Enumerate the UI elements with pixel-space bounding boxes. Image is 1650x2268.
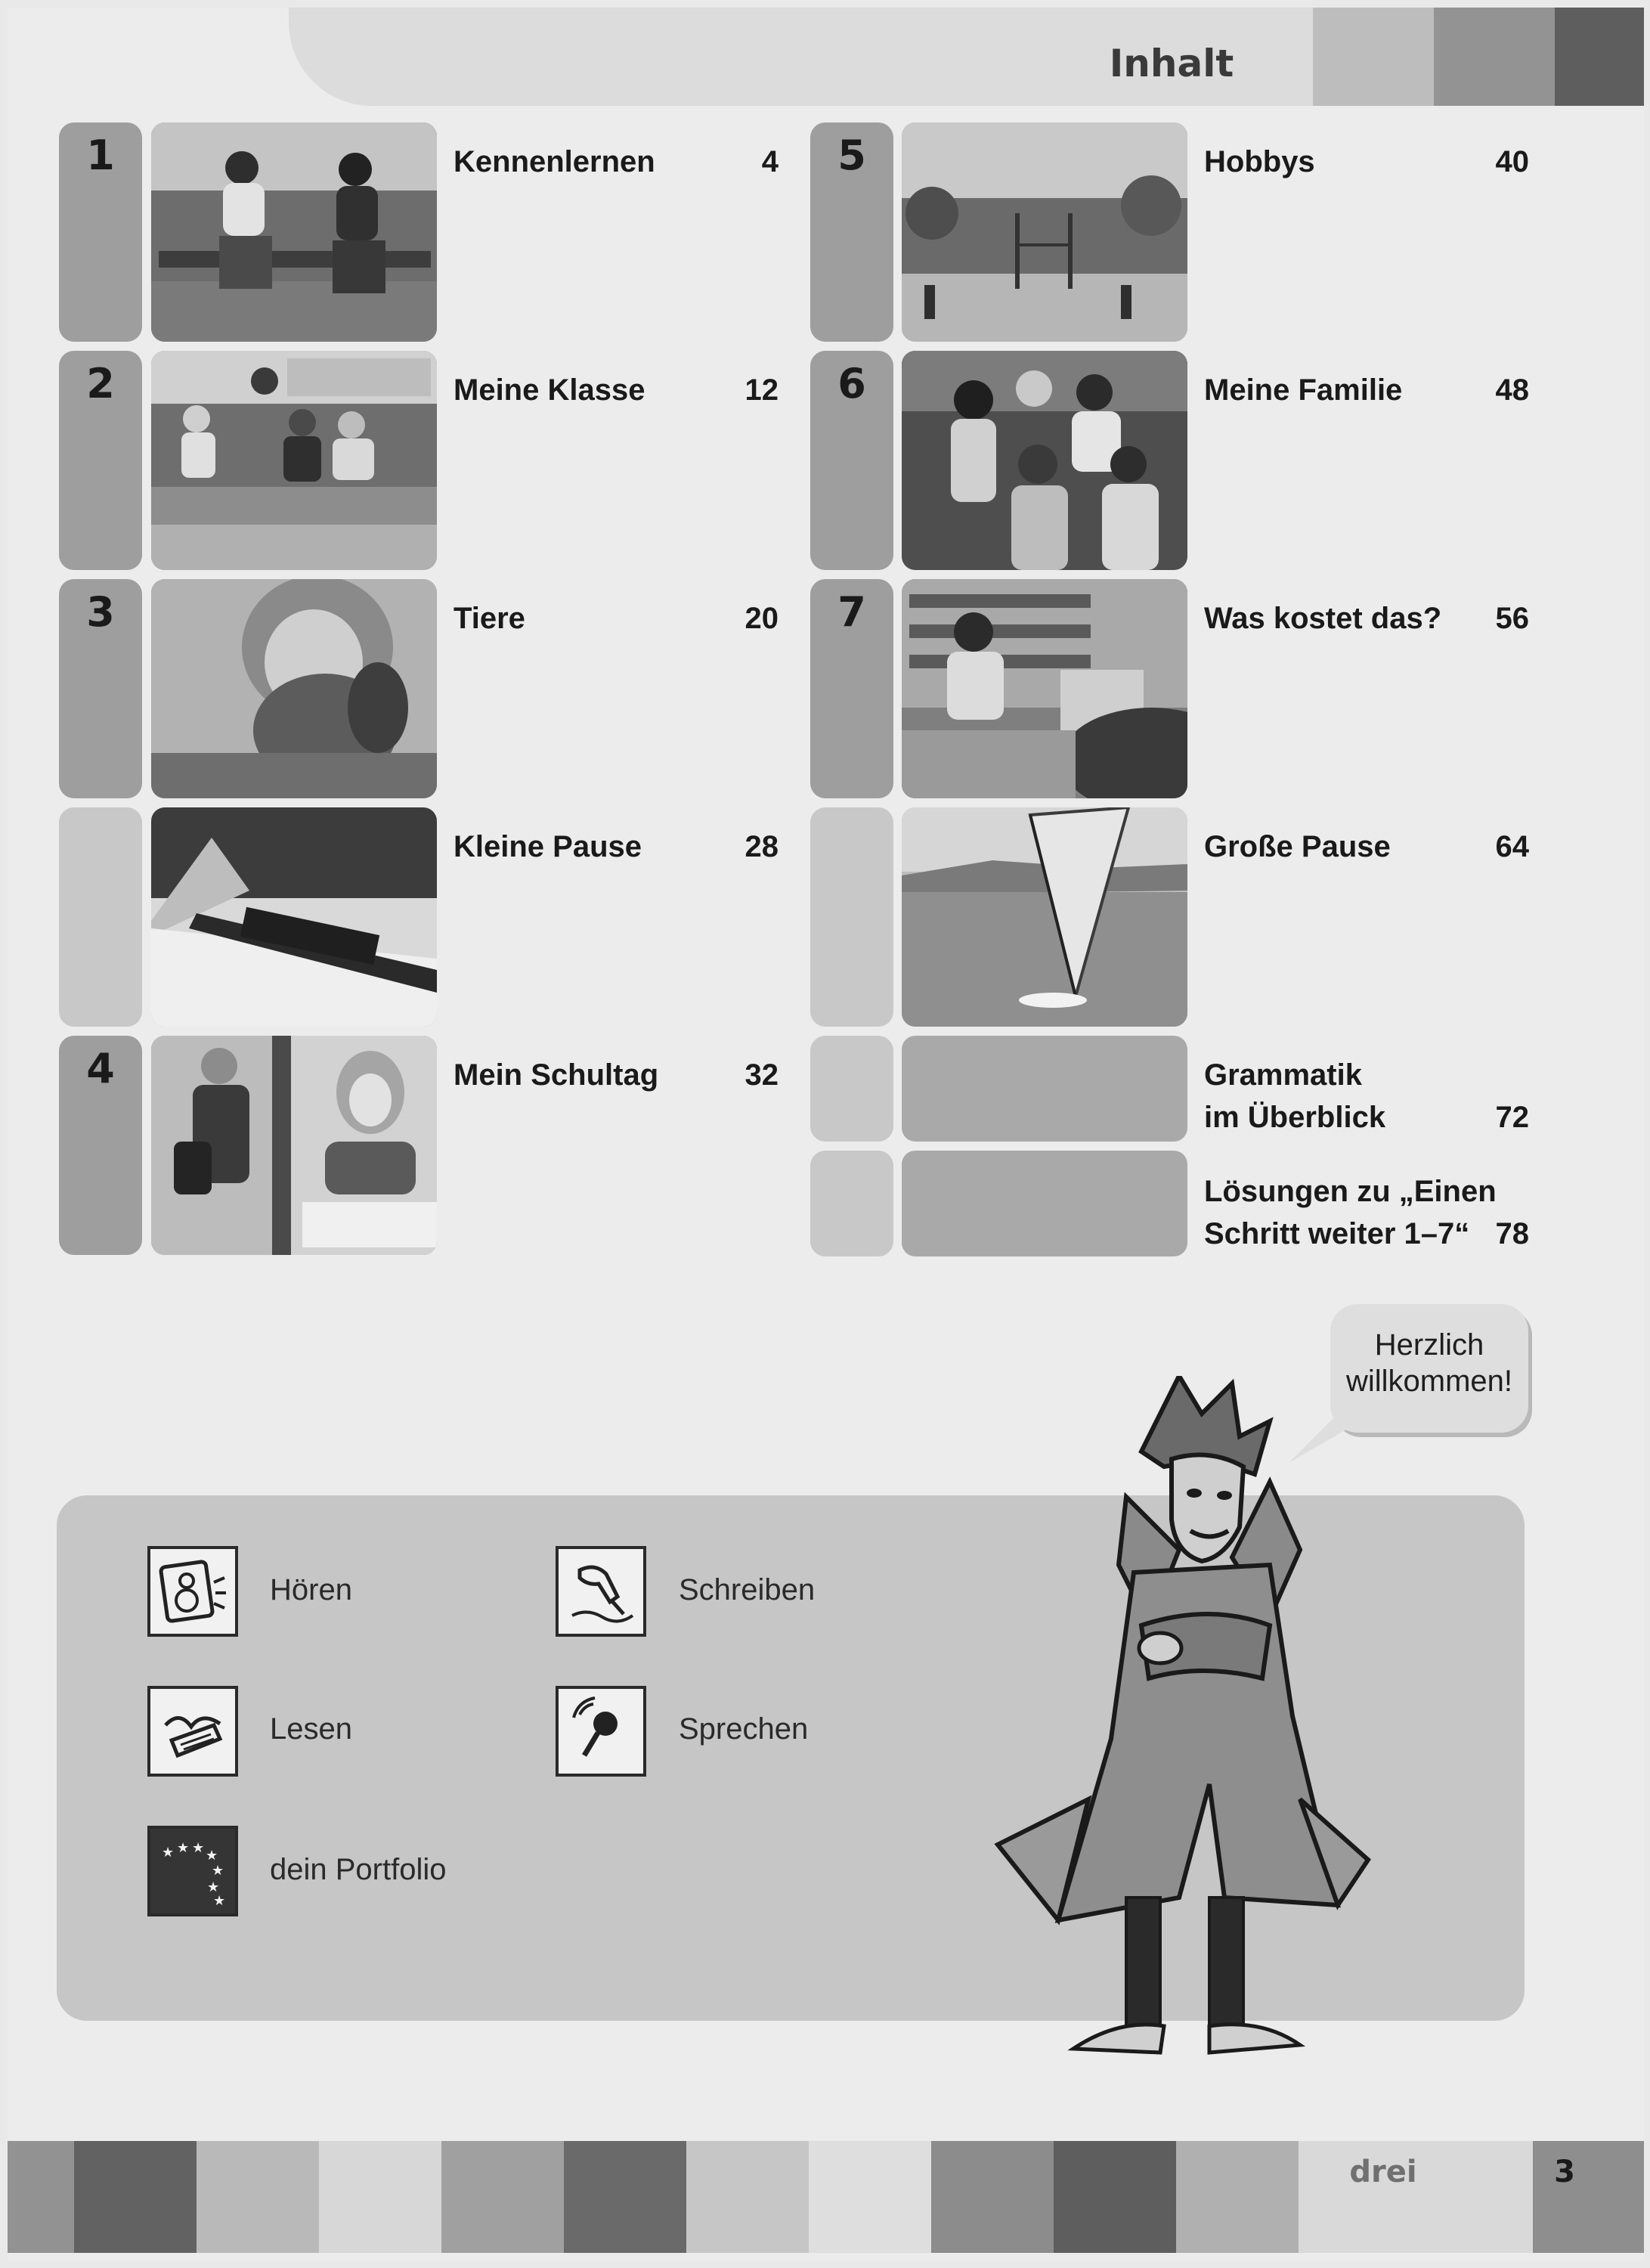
chapter-photo-hobbys	[902, 122, 1187, 342]
chapter-page: 78	[1495, 1217, 1529, 1250]
legend-label: Sprechen	[679, 1712, 809, 1746]
footer-stripe	[686, 2141, 809, 2253]
chapter-photo-mein-schultag	[151, 1036, 437, 1255]
chapter-tab	[810, 807, 893, 1027]
chapter-number: 2	[86, 360, 115, 407]
svg-text:★: ★	[192, 1840, 205, 1856]
page-title: Inhalt	[1109, 42, 1234, 85]
vampire-illustration	[983, 1376, 1376, 2079]
chapter-title: Meine Familie	[1204, 373, 1403, 407]
pen-hand-icon	[556, 1546, 646, 1637]
chapter-title: Was kostet das?	[1204, 602, 1442, 635]
chapter-number: 5	[837, 132, 866, 179]
chapter-page: 48	[1495, 373, 1529, 407]
chapter-tab	[810, 579, 893, 798]
chapter-title-line2: im Überblick	[1204, 1101, 1386, 1134]
chapter-photo-grosse-pause	[902, 807, 1187, 1027]
chapter-page: 32	[745, 1058, 779, 1092]
chapter-photo-meine-familie	[902, 351, 1187, 570]
chapter-title-line1: Grammatik	[1204, 1058, 1362, 1092]
chapter-tab	[59, 807, 142, 1027]
chapter-placeholder	[902, 1151, 1187, 1256]
chapter-page: 56	[1495, 602, 1529, 635]
footer-stripe	[319, 2141, 441, 2253]
chapter-page: 64	[1495, 830, 1529, 863]
chapter-tab	[59, 122, 142, 342]
header-stripe	[1434, 8, 1555, 106]
chapter-title: Große Pause	[1204, 830, 1391, 863]
footer-page-number: 3	[1554, 2155, 1575, 2189]
legend-label: Schreiben	[679, 1573, 816, 1606]
footer-stripe	[1054, 2141, 1176, 2253]
chapter-tab	[59, 351, 142, 570]
legend-label: Lesen	[270, 1712, 352, 1746]
chapter-title: Mein Schultag	[454, 1058, 659, 1092]
chapter-tab	[810, 1036, 893, 1142]
chapter-tab	[810, 122, 893, 342]
chapter-number: 4	[86, 1045, 115, 1092]
chapter-title: Kleine Pause	[454, 830, 642, 863]
microphone-icon	[556, 1686, 646, 1777]
chapter-photo-meine-klasse	[151, 351, 437, 570]
chapter-title: Meine Klasse	[454, 373, 645, 407]
chapter-number: 6	[837, 360, 866, 407]
book-icon	[147, 1686, 238, 1777]
footer-page-word: drei	[1349, 2155, 1417, 2189]
svg-text:★: ★	[212, 1863, 224, 1879]
footer-stripe	[74, 2141, 197, 2253]
footer-stripe	[1176, 2141, 1299, 2253]
footer-stripe	[197, 2141, 319, 2253]
speaker-icon	[147, 1546, 238, 1637]
bubble-line1: Herzlich	[1374, 1328, 1484, 1362]
chapter-page: 72	[1495, 1101, 1529, 1134]
legend-label: dein Portfolio	[270, 1853, 447, 1886]
legend-label: Hören	[270, 1573, 352, 1606]
footer-stripe	[931, 2141, 1054, 2253]
svg-text:★: ★	[207, 1879, 220, 1895]
svg-text:★: ★	[162, 1845, 175, 1861]
chapter-tab	[810, 351, 893, 570]
chapter-title: Tiere	[454, 602, 525, 635]
footer-stripe	[8, 2141, 74, 2253]
chapter-title: Kennenlernen	[454, 145, 655, 178]
eu-flag-icon	[147, 1826, 238, 1916]
chapter-title-line2: Schritt weiter 1–7“	[1204, 1217, 1470, 1250]
footer-stripe	[441, 2141, 564, 2253]
chapter-page: 40	[1495, 145, 1529, 178]
bubble-line2: willkommen!	[1345, 1365, 1513, 1398]
header-stripe	[1313, 8, 1434, 106]
chapter-title-line1: Lösungen zu „Einen	[1204, 1175, 1497, 1208]
chapter-number: 1	[86, 132, 115, 179]
chapter-number: 3	[86, 588, 115, 636]
svg-text:★: ★	[213, 1893, 226, 1909]
footer-stripe	[564, 2141, 686, 2253]
chapter-photo-kennenlernen	[151, 122, 437, 342]
chapter-photo-kleine-pause	[151, 807, 437, 1027]
chapter-page: 12	[745, 373, 779, 407]
chapter-tab	[810, 1151, 893, 1256]
chapter-page: 28	[745, 830, 779, 863]
chapter-page: 4	[761, 145, 779, 178]
chapter-title: Hobbys	[1204, 145, 1315, 178]
chapter-tab	[59, 1036, 142, 1255]
chapter-photo-tiere	[151, 579, 437, 798]
chapter-placeholder	[902, 1036, 1187, 1142]
chapter-page: 20	[745, 602, 779, 635]
svg-text:★: ★	[177, 1840, 190, 1856]
chapter-photo-was-kostet-das	[902, 579, 1187, 798]
chapter-number: 7	[837, 588, 866, 636]
svg-text:★: ★	[206, 1848, 218, 1864]
footer-stripe	[809, 2141, 931, 2253]
header-stripe	[1555, 8, 1644, 106]
chapter-tab	[59, 579, 142, 798]
